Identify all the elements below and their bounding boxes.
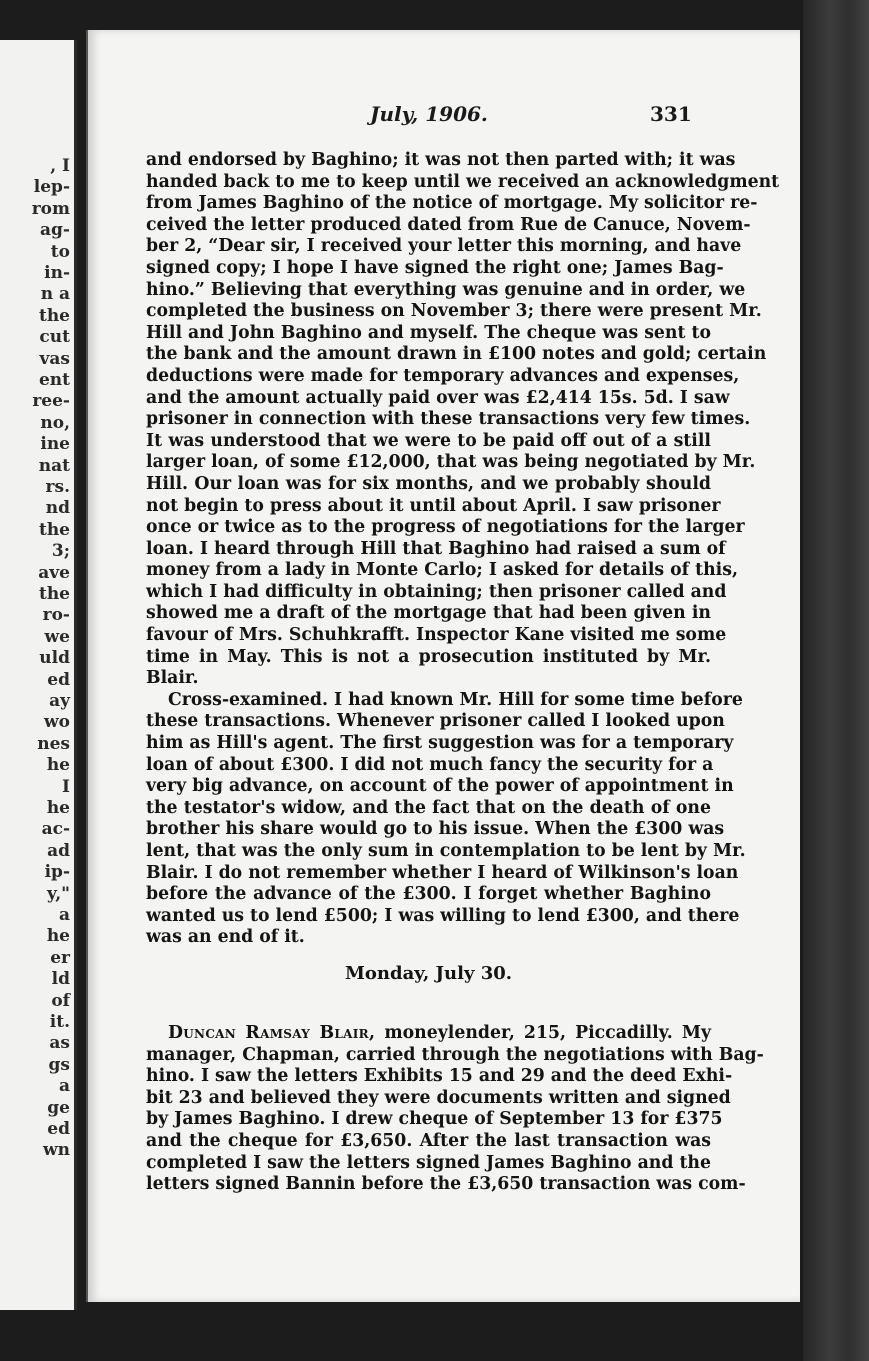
text-line: showed me a draft of the mortgage that had been given in — [146, 603, 711, 624]
left-page-fragment: ay — [49, 691, 70, 711]
paragraph-witness-blair — [146, 1022, 764, 1196]
left-page-fragment: no, — [40, 412, 70, 433]
text-line: hino. I saw the letters Exhibits 15 and 29 and the deed Exhi- — [146, 1066, 733, 1087]
left-page-fragment: rom — [31, 198, 70, 219]
text-line: letters signed Bannin before the £3,650 transaction was com- — [146, 1174, 746, 1195]
paragraph-testimony — [146, 150, 780, 690]
text-line: which I had difficulty in obtaining; then prisoner called and — [146, 581, 727, 602]
text-line: Cross-examined. I had known Mr. Hill for some time before — [168, 689, 743, 710]
left-page-fragment: nes — [37, 733, 70, 754]
left-page-fragment: we — [44, 626, 70, 647]
left-page-fragment: he — [46, 926, 70, 947]
text-line: and endorsed by Baghino; it was not then parted with; it was — [146, 150, 736, 170]
text-line: these transactions. Whenever prisoner called I looked upon — [146, 711, 725, 732]
left-page-fragment: vas — [39, 348, 70, 369]
left-page-fragment: n a — [40, 284, 70, 305]
left-page-fragment: ree- — [32, 391, 70, 412]
text-line: and the cheque for £3,650. After the last transaction was — [146, 1130, 711, 1151]
left-page-fragment: ld — [51, 969, 70, 990]
left-page-fragment: ac- — [41, 819, 70, 840]
text-line: him as Hill's agent. The first suggestion was for a temporary — [146, 733, 734, 754]
text-line: very big advance, on account of the power of appointment in — [146, 776, 734, 797]
text-line: Blair. I do not remember whether I heard of Wilkinson's loan — [146, 862, 739, 883]
text-line: signed copy; I hope I have signed the right one; James Bag- — [146, 257, 724, 278]
left-page-fragment: lep- — [33, 177, 70, 198]
left-page-fragment: the — [38, 584, 70, 604]
text-line: wanted us to lend £500; I was willing to lend £300, and there — [146, 905, 740, 926]
binding-shadow — [803, 0, 869, 1361]
left-page-fragment: ed — [47, 669, 70, 690]
left-page-fragment: er — [50, 947, 70, 968]
text-line: ceived the letter produced dated from Rue de Canuce, Novem- — [146, 214, 751, 235]
text-line: prisoner in connection with these transactions very few times. — [146, 409, 751, 430]
left-page-fragment: he — [46, 755, 70, 776]
text-line: lent, that was the only sum in contemplation to be lent by Mr. — [146, 841, 746, 861]
text-line — [146, 1023, 711, 1045]
left-page-fragment: wn — [43, 1140, 70, 1161]
left-page-fragment: he — [46, 798, 70, 818]
text-line: the bank and the amount drawn in £100 notes and gold; certain — [146, 344, 767, 365]
witness-name: Duncan Ramsay Blair, — [168, 1022, 376, 1043]
left-page-fragment: gs — [48, 1054, 70, 1075]
left-page-fragment: rs. — [45, 477, 70, 497]
left-page-fragment: wo — [44, 712, 70, 733]
text-line: It was understood that we were to be paid off out of a still — [146, 430, 711, 451]
text-line: and the amount actually paid over was £2,414 15s. 5d. I saw — [146, 387, 730, 408]
text-line: favour of Mrs. Schuhkrafft. Inspector Kane visited me some — [146, 625, 727, 646]
left-page-fragment: in- — [44, 263, 70, 283]
left-page-fragment: the — [38, 305, 70, 326]
text-line: Hill and John Baghino and myself. The cheque was sent to — [146, 322, 711, 343]
left-page-fragment: , I — [50, 156, 70, 176]
left-page-fragment: a — [58, 1076, 70, 1097]
left-page-fragment: ad — [47, 840, 70, 861]
book-page — [86, 30, 800, 1302]
left-page-fragment: ag- — [40, 220, 70, 241]
text-line: completed the business on November 3; there were present Mr. — [146, 301, 762, 322]
left-page-fragment: ge — [47, 1097, 70, 1118]
text-line: ber 2, “Dear sir, I received your letter this morning, and have — [146, 236, 742, 257]
left-page-fragment: 3; — [51, 541, 70, 562]
left-page-fragment: ave — [38, 562, 70, 583]
left-page-fragment: ent — [38, 370, 70, 390]
text-line: was an end of it. — [146, 927, 305, 948]
left-page-fragment: nd — [45, 498, 70, 519]
text-line: once or twice as to the progress of negotiations for the larger — [146, 517, 745, 538]
running-head: July, 1906. — [370, 102, 488, 126]
left-page-fragment: uld — [39, 648, 70, 669]
body-text — [146, 150, 780, 1196]
text-line: time in May. This is not a prosecution instituted by Mr. — [146, 646, 711, 667]
text-line: deductions were made for temporary advances and expenses, — [146, 365, 740, 386]
date-heading: Monday, July 30. — [344, 962, 513, 984]
text-line: loan of about £300. I did not much fancy the security for a — [146, 754, 714, 775]
left-page-fragment: nat — [38, 455, 70, 476]
left-page-fragment: ine — [40, 434, 70, 455]
left-page-fragment: of — [51, 990, 70, 1011]
left-facing-page-edge — [0, 40, 77, 1310]
left-page-fragment: I — [62, 776, 70, 797]
text-line: larger loan, of some £12,000, that was being negotiated by Mr. — [146, 452, 756, 473]
left-page-fragment: the — [38, 519, 70, 540]
left-page-fragment: it. — [49, 1012, 70, 1032]
text-line: Hill. Our loan was for six months, and we probably should — [146, 473, 711, 494]
text-line: by James Baghino. I drew cheque of September 13 for £375 — [146, 1109, 723, 1130]
left-page-fragment: ed — [47, 1119, 70, 1139]
text-line: money from a lady in Monte Carlo; I asked for details of this, — [146, 560, 738, 581]
left-page-fragment: ip- — [44, 862, 70, 883]
text-line: manager, Chapman, carried through the negotiations with Bag- — [146, 1044, 764, 1065]
left-page-fragment: ro- — [42, 605, 70, 626]
witness-intro: moneylender, 215, Piccadilly. My — [384, 1022, 711, 1043]
left-page-fragment: y," — [46, 883, 70, 904]
left-page-fragment: cut — [39, 327, 70, 348]
paragraph-cross-examination — [146, 689, 746, 949]
text-line: from James Baghino of the notice of mortgage. My solicitor re- — [146, 193, 758, 214]
text-line: before the advance of the £300. I forget whether Baghino — [146, 884, 711, 905]
text-line: Blair. — [146, 668, 199, 689]
text-line: bit 23 and believed they were documents written and signed — [146, 1087, 731, 1108]
left-page-fragment: to — [50, 241, 70, 262]
page-number: 331 — [650, 102, 692, 126]
text-line: hino.” Believing that everything was genuine and in order, we — [146, 279, 746, 300]
left-page-fragment: a — [58, 905, 70, 925]
text-line: handed back to me to keep until we received an acknowledgment — [146, 171, 780, 192]
text-line: completed I saw the letters signed James Baghino and the — [146, 1152, 711, 1173]
left-page-fragment: as — [49, 1033, 70, 1054]
text-line: the testator's widow, and the fact that on the death of one — [146, 797, 711, 818]
text-line: not begin to press about it until about April. I saw prisoner — [146, 495, 721, 516]
page-header — [88, 102, 800, 132]
text-line: loan. I heard through Hill that Baghino had raised a sum of — [146, 538, 726, 559]
text-line: brother his share would go to his issue. When the £300 was — [146, 819, 725, 840]
